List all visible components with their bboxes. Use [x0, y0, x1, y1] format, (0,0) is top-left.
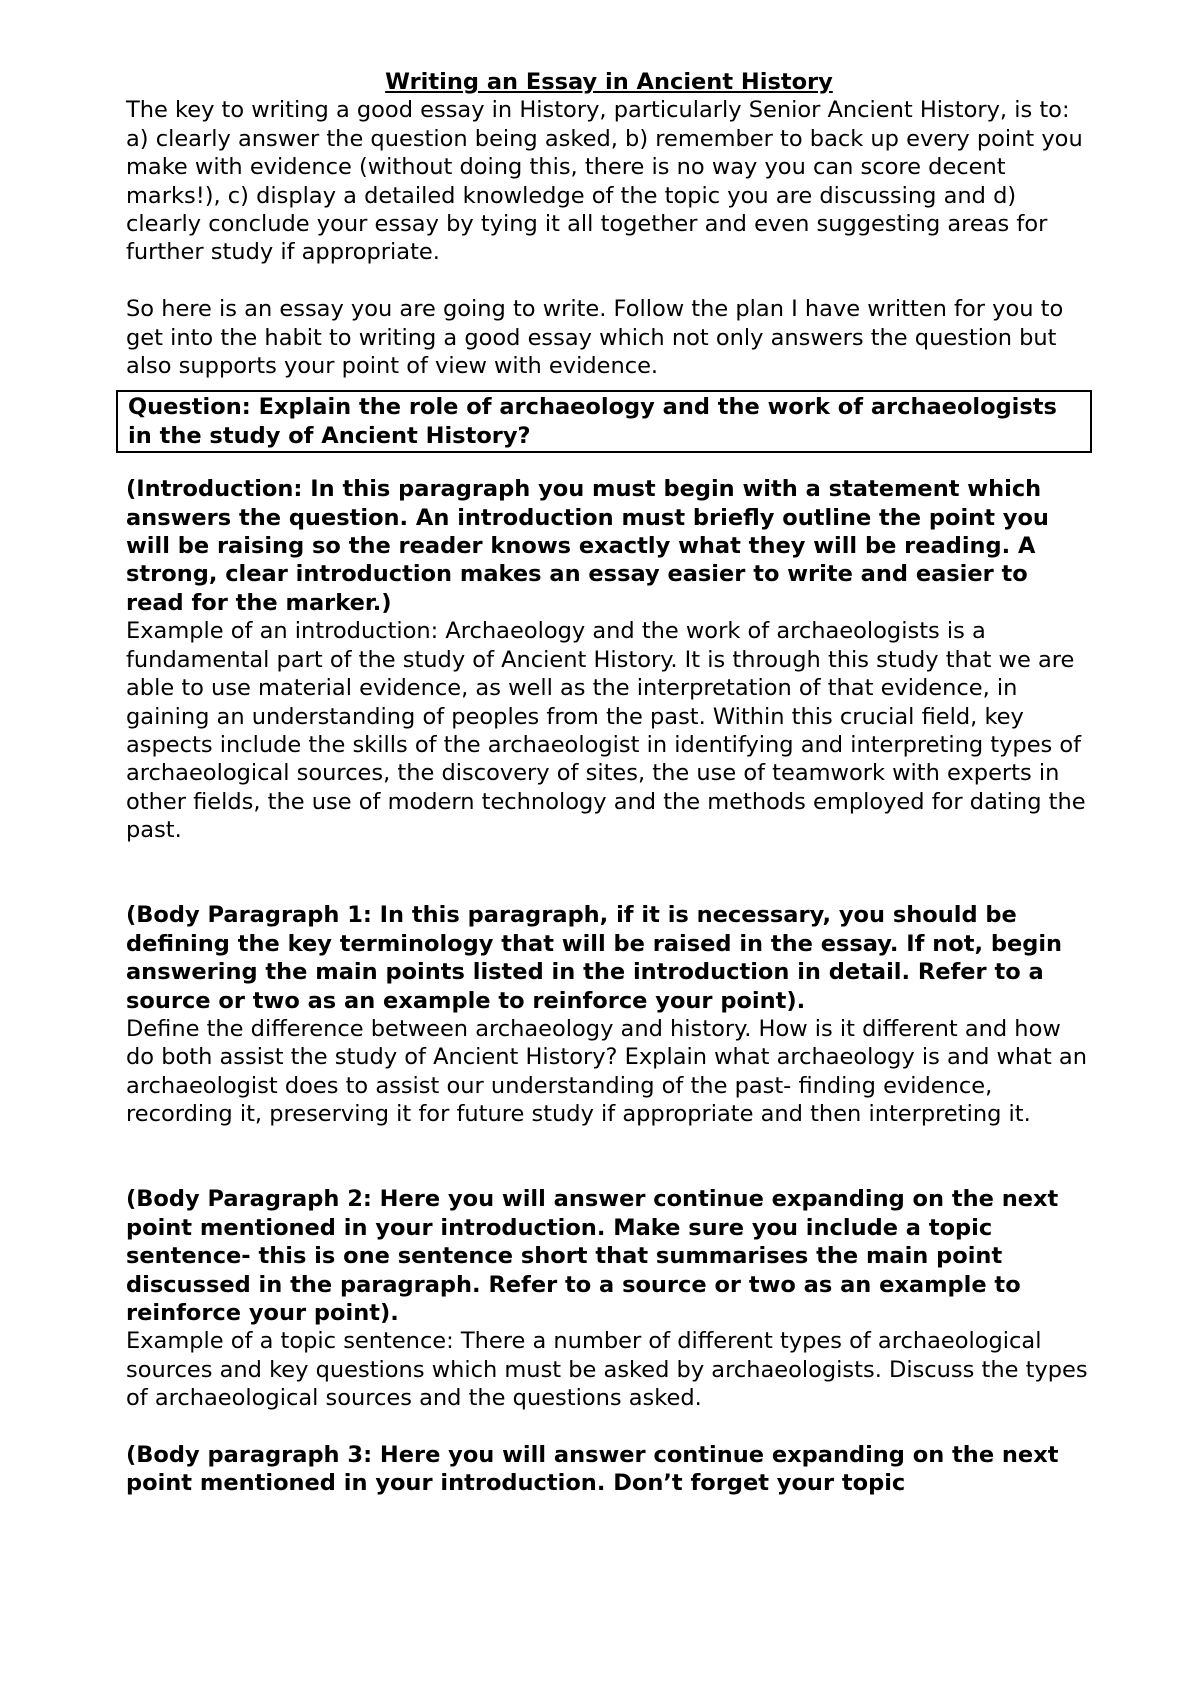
body-paragraph-1-guidance: Define the difference between archaeology and history. How is it different and how do both assist the study of Ancient History? Explain what archaeology is and what an archaeologist does to assist our understanding of the past- finding evidence, recording it, preserving it for future study if appropriate and then interpreting it. [126, 1015, 1087, 1128]
question-box [116, 390, 1092, 453]
body-paragraph-1-instructions: (Body Paragraph 1: In this paragraph, if it is necessary, you should be defining the key terminology that will be raised in the essay. If not, begin answering the main points listed in the introduction in detail. Refer to a source or two as an example to reinforce your point). [126, 902, 1063, 1014]
document-page [126, 68, 1092, 1498]
spacer [126, 1413, 1092, 1441]
introduction-instructions: (Introduction: In this paragraph you must begin with a statement which answers the question. An introduction must briefly outline the point you will be raising so the reader knows exactly what they will be reading. A strong, clear introduction makes an essay easier to write and easier to read for the marker.) [126, 476, 1049, 616]
spacer [126, 453, 1092, 475]
body-paragraph-3-instructions: (Body paragraph 3: Here you will answer continue expanding on the next point mentioned in your introduction. Don’t forget your topic [126, 1442, 1059, 1497]
body-paragraph-2-instructions: (Body Paragraph 2: Here you will answer continue expanding on the next point mentioned in your introduction. Make sure you include a topic sentence- this is one sentence short that summarises the main point discussed in the paragraph. Refer to a source or two as an example to reinforce your point). [126, 1186, 1059, 1327]
intro-paragraph: The key to writing a good essay in History, particularly Senior Ancient History, is to: a) clearly answer the question being asked, b) remember to back up every point you make with evidence (without doing this, there is no way you can score decent marks!), c) display a detailed knowledge of the topic you are discussing and d) clearly conclude your essay by tying it all together and even suggesting areas for further study if appropriate. [126, 97, 1083, 266]
plan-paragraph: So here is an essay you are going to write. Follow the plan I have written for you to get into the habit to writing a good essay which not only answers the question but also supports your point of view with evidence. [126, 296, 1064, 380]
spacer [126, 1129, 1092, 1186]
introduction-example: Example of an introduction: Archaeology and the work of archaeologists is a fundamental part of the study of Ancient History. It is through this study that we are able to use material evidence, as well as the interpretation of that evidence, in gaining an understanding of peoples from the past. Within this crucial field, key aspects include the skills of the archaeologist in identifying and interpreting types of archaeological sources, the discovery of sites, the use of teamwork with experts in other fields, the use of modern technology and the methods employed for dating the past. [126, 618, 1086, 844]
question-text: Question: Explain the role of archaeology and the work of archaeologists in the study of Ancient History? [128, 394, 1057, 449]
spacer [126, 267, 1092, 295]
document-title: Writing an Essay in Ancient History [385, 69, 833, 95]
body-paragraph-2-guidance: Example of a topic sentence: There a number of different types of archaeological sources and key questions which must be asked by archaeologists. Discuss the types of archaeological sources and the questions asked. [126, 1328, 1088, 1412]
spacer [126, 845, 1092, 902]
